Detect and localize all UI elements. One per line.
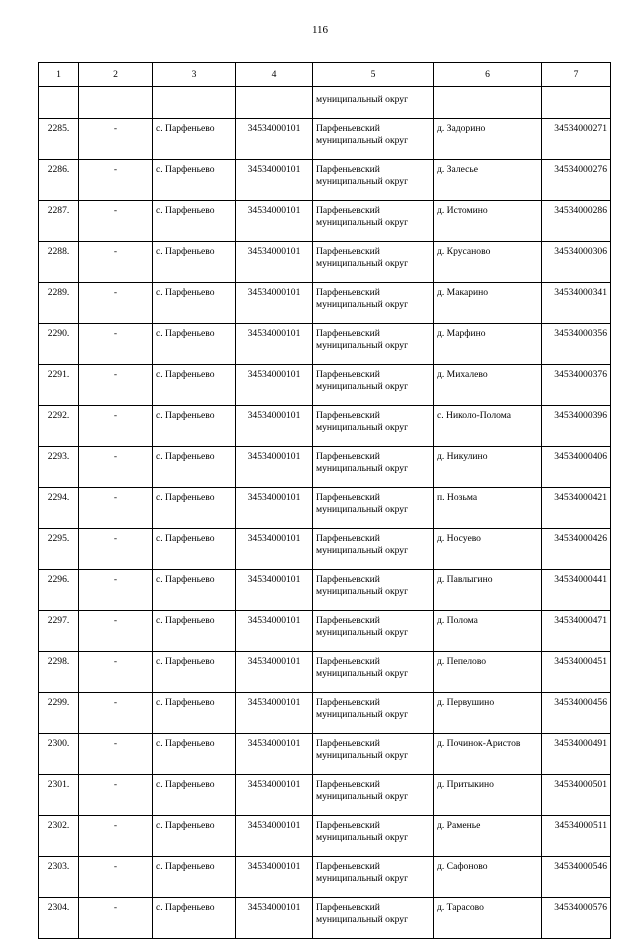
cell-admin-center: с. Парфеньево (153, 529, 236, 570)
column-header-3: 3 (153, 63, 236, 87)
cell-district (313, 447, 434, 488)
cell-row-number: 2294. (39, 488, 79, 529)
cell-dash: - (79, 283, 153, 324)
cell-center-code: 34534000101 (236, 242, 313, 283)
cell-admin-center: с. Парфеньево (153, 652, 236, 693)
cell-dash: - (79, 406, 153, 447)
district-line: муниципальный округ (316, 750, 409, 761)
cell-district (313, 365, 434, 406)
cell-admin-center: с. Парфеньево (153, 611, 236, 652)
cell-row-number: 2302. (39, 816, 79, 857)
cell-dash: - (79, 201, 153, 242)
cell-center-code: 34534000101 (236, 816, 313, 857)
cell-locality-code: 34534000341 (542, 283, 611, 324)
cell-row-number: 2303. (39, 857, 79, 898)
cell-district (313, 201, 434, 242)
cell-row-number: 2295. (39, 529, 79, 570)
cell-center-code: 34534000101 (236, 570, 313, 611)
cell-locality: д. Тарасово (434, 898, 542, 939)
table-row (39, 857, 611, 898)
cell-empty (79, 87, 153, 119)
district-line: Парфеньевский (316, 287, 380, 298)
cell-locality: с. Николо-Полома (434, 406, 542, 447)
cell-dash: - (79, 488, 153, 529)
table-row (39, 652, 611, 693)
cell-admin-center: с. Парфеньево (153, 406, 236, 447)
cell-locality: д. Залесье (434, 160, 542, 201)
cell-row-number: 2296. (39, 570, 79, 611)
page-number: 116 (311, 24, 329, 36)
district-line: муниципальный округ (316, 791, 409, 802)
table-row (39, 201, 611, 242)
district-line: Парфеньевский (316, 451, 380, 462)
cell-dash: - (79, 816, 153, 857)
cell-admin-center: с. Парфеньево (153, 447, 236, 488)
district-line: Парфеньевский (316, 820, 380, 831)
cell-locality: д. Михалево (434, 365, 542, 406)
cell-center-code: 34534000101 (236, 365, 313, 406)
cell-locality: д. Сафоново (434, 857, 542, 898)
table-row (39, 488, 611, 529)
district-line: муниципальный округ (316, 627, 409, 638)
cell-center-code: 34534000101 (236, 734, 313, 775)
table-body (39, 87, 611, 939)
district-line: муниципальный округ (316, 340, 409, 351)
cell-admin-center: с. Парфеньево (153, 201, 236, 242)
cell-district (313, 119, 434, 160)
cell-empty (39, 87, 79, 119)
table-row (39, 611, 611, 652)
cell-row-number: 2298. (39, 652, 79, 693)
district-line: муниципальный округ (316, 832, 409, 843)
cell-locality-code: 34534000276 (542, 160, 611, 201)
district-line: Парфеньевский (316, 492, 380, 503)
column-header-1: 1 (39, 63, 79, 87)
cell-locality: д. Носуево (434, 529, 542, 570)
header-row (39, 63, 611, 87)
district-line: муниципальный округ (316, 914, 409, 925)
table-row (39, 447, 611, 488)
district-line: Парфеньевский (316, 410, 380, 421)
cell-district (313, 734, 434, 775)
cell-admin-center: с. Парфеньево (153, 324, 236, 365)
cell-admin-center: с. Парфеньево (153, 857, 236, 898)
cell-district (313, 775, 434, 816)
cell-row-number: 2292. (39, 406, 79, 447)
cell-center-code: 34534000101 (236, 283, 313, 324)
cell-district (313, 488, 434, 529)
register-table (38, 62, 611, 939)
district-line: Парфеньевский (316, 369, 380, 380)
district-line: Парфеньевский (316, 164, 380, 175)
cell-locality: д. Макарино (434, 283, 542, 324)
cell-dash: - (79, 693, 153, 734)
cell-dash: - (79, 775, 153, 816)
cell-center-code: 34534000101 (236, 857, 313, 898)
district-line: муниципальный округ (316, 504, 409, 515)
district-line: Парфеньевский (316, 246, 380, 257)
cell-district-continuation: муниципальный округ (313, 87, 434, 119)
cell-center-code: 34534000101 (236, 406, 313, 447)
cell-district (313, 898, 434, 939)
cell-center-code: 34534000101 (236, 119, 313, 160)
table-row (39, 324, 611, 365)
district-line: Парфеньевский (316, 615, 380, 626)
cell-dash: - (79, 570, 153, 611)
district-line: Парфеньевский (316, 533, 380, 544)
continuation-row (39, 87, 611, 119)
table-header (39, 63, 611, 87)
cell-row-number: 2297. (39, 611, 79, 652)
district-line: муниципальный округ (316, 299, 409, 310)
cell-admin-center: с. Парфеньево (153, 160, 236, 201)
cell-locality-code: 34534000491 (542, 734, 611, 775)
cell-admin-center: с. Парфеньево (153, 898, 236, 939)
cell-row-number: 2287. (39, 201, 79, 242)
district-line: Парфеньевский (316, 738, 380, 749)
cell-row-number: 2299. (39, 693, 79, 734)
cell-district (313, 324, 434, 365)
cell-locality-code: 34534000501 (542, 775, 611, 816)
district-line: муниципальный округ (316, 873, 409, 884)
cell-dash: - (79, 734, 153, 775)
table-row (39, 816, 611, 857)
cell-district (313, 160, 434, 201)
cell-center-code: 34534000101 (236, 775, 313, 816)
district-line: муниципальный округ (316, 586, 409, 597)
cell-locality-code: 34534000271 (542, 119, 611, 160)
column-header-6: 6 (434, 63, 542, 87)
table-row (39, 406, 611, 447)
cell-admin-center: с. Парфеньево (153, 734, 236, 775)
district-line: Парфеньевский (316, 123, 380, 134)
table-row (39, 775, 611, 816)
cell-empty (236, 87, 313, 119)
cell-center-code: 34534000101 (236, 611, 313, 652)
cell-center-code: 34534000101 (236, 652, 313, 693)
cell-locality-code: 34534000306 (542, 242, 611, 283)
cell-district (313, 652, 434, 693)
cell-center-code: 34534000101 (236, 529, 313, 570)
table-row (39, 119, 611, 160)
cell-locality-code: 34534000576 (542, 898, 611, 939)
district-line: муниципальный округ (316, 668, 409, 679)
district-line: муниципальный округ (316, 422, 409, 433)
cell-center-code: 34534000101 (236, 201, 313, 242)
cell-locality-code: 34534000456 (542, 693, 611, 734)
district-line: муниципальный округ (316, 709, 409, 720)
cell-row-number: 2286. (39, 160, 79, 201)
cell-locality: д. Пепелово (434, 652, 542, 693)
district-line: муниципальный округ (316, 135, 409, 146)
cell-empty (542, 87, 611, 119)
cell-locality-code: 34534000286 (542, 201, 611, 242)
table-row (39, 365, 611, 406)
cell-locality: д. Полома (434, 611, 542, 652)
cell-locality-code: 34534000511 (542, 816, 611, 857)
cell-center-code: 34534000101 (236, 447, 313, 488)
cell-locality-code: 34534000441 (542, 570, 611, 611)
cell-row-number: 2304. (39, 898, 79, 939)
cell-locality: д. Раменье (434, 816, 542, 857)
cell-center-code: 34534000101 (236, 898, 313, 939)
cell-dash: - (79, 529, 153, 570)
cell-locality-code: 34534000426 (542, 529, 611, 570)
cell-row-number: 2291. (39, 365, 79, 406)
cell-locality: д. Починок-Аристов (434, 734, 542, 775)
cell-locality: д. Марфино (434, 324, 542, 365)
cell-dash: - (79, 447, 153, 488)
cell-locality: д. Задорино (434, 119, 542, 160)
cell-locality: д. Павлыгино (434, 570, 542, 611)
cell-district (313, 611, 434, 652)
cell-row-number: 2300. (39, 734, 79, 775)
table-row (39, 693, 611, 734)
cell-locality-code: 34534000376 (542, 365, 611, 406)
cell-district (313, 529, 434, 570)
district-line: муниципальный округ (316, 217, 409, 228)
cell-locality: д. Притыкино (434, 775, 542, 816)
cell-dash: - (79, 324, 153, 365)
cell-admin-center: с. Парфеньево (153, 119, 236, 160)
cell-dash: - (79, 242, 153, 283)
table-row (39, 242, 611, 283)
cell-row-number: 2293. (39, 447, 79, 488)
cell-locality-code: 34534000451 (542, 652, 611, 693)
cell-row-number: 2285. (39, 119, 79, 160)
district-line: муниципальный округ (316, 545, 409, 556)
cell-locality: д. Истомино (434, 201, 542, 242)
cell-center-code: 34534000101 (236, 488, 313, 529)
cell-locality-code: 34534000421 (542, 488, 611, 529)
district-line: муниципальный округ (316, 176, 409, 187)
cell-district (313, 570, 434, 611)
cell-admin-center: с. Парфеньево (153, 816, 236, 857)
table-row (39, 734, 611, 775)
cell-dash: - (79, 119, 153, 160)
district-line: Парфеньевский (316, 861, 380, 872)
column-header-7: 7 (542, 63, 611, 87)
cell-dash: - (79, 652, 153, 693)
column-header-4: 4 (236, 63, 313, 87)
cell-district (313, 406, 434, 447)
district-line: муниципальный округ (316, 381, 409, 392)
column-header-5: 5 (313, 63, 434, 87)
table-row (39, 160, 611, 201)
cell-center-code: 34534000101 (236, 324, 313, 365)
cell-district (313, 816, 434, 857)
cell-district (313, 242, 434, 283)
district-line: Парфеньевский (316, 902, 380, 913)
cell-admin-center: с. Парфеньево (153, 365, 236, 406)
cell-locality-code: 34534000406 (542, 447, 611, 488)
cell-locality-code: 34534000396 (542, 406, 611, 447)
cell-dash: - (79, 365, 153, 406)
cell-admin-center: с. Парфеньево (153, 570, 236, 611)
cell-center-code: 34534000101 (236, 160, 313, 201)
table-row (39, 898, 611, 939)
table-row (39, 283, 611, 324)
cell-dash: - (79, 611, 153, 652)
cell-center-code: 34534000101 (236, 693, 313, 734)
cell-admin-center: с. Парфеньево (153, 693, 236, 734)
district-line: муниципальный округ (316, 463, 409, 474)
cell-locality-code: 34534000356 (542, 324, 611, 365)
district-line: Парфеньевский (316, 697, 380, 708)
cell-locality-code: 34534000471 (542, 611, 611, 652)
cell-row-number: 2290. (39, 324, 79, 365)
cell-empty (153, 87, 236, 119)
cell-locality: д. Крусаново (434, 242, 542, 283)
cell-row-number: 2288. (39, 242, 79, 283)
cell-empty (434, 87, 542, 119)
column-header-2: 2 (79, 63, 153, 87)
cell-admin-center: с. Парфеньево (153, 242, 236, 283)
district-line: Парфеньевский (316, 779, 380, 790)
table-row (39, 570, 611, 611)
cell-locality-code: 34534000546 (542, 857, 611, 898)
cell-dash: - (79, 898, 153, 939)
cell-row-number: 2301. (39, 775, 79, 816)
district-line: Парфеньевский (316, 656, 380, 667)
cell-dash: - (79, 160, 153, 201)
table-row (39, 529, 611, 570)
cell-admin-center: с. Парфеньево (153, 488, 236, 529)
district-line: Парфеньевский (316, 328, 380, 339)
cell-district (313, 693, 434, 734)
cell-admin-center: с. Парфеньево (153, 283, 236, 324)
cell-locality: д. Никулино (434, 447, 542, 488)
cell-locality: п. Нозьма (434, 488, 542, 529)
cell-row-number: 2289. (39, 283, 79, 324)
cell-admin-center: с. Парфеньево (153, 775, 236, 816)
district-line: муниципальный округ (316, 258, 409, 269)
cell-locality: д. Первушино (434, 693, 542, 734)
district-line: Парфеньевский (316, 205, 380, 216)
cell-dash: - (79, 857, 153, 898)
cell-district (313, 857, 434, 898)
district-line: Парфеньевский (316, 574, 380, 585)
cell-district (313, 283, 434, 324)
